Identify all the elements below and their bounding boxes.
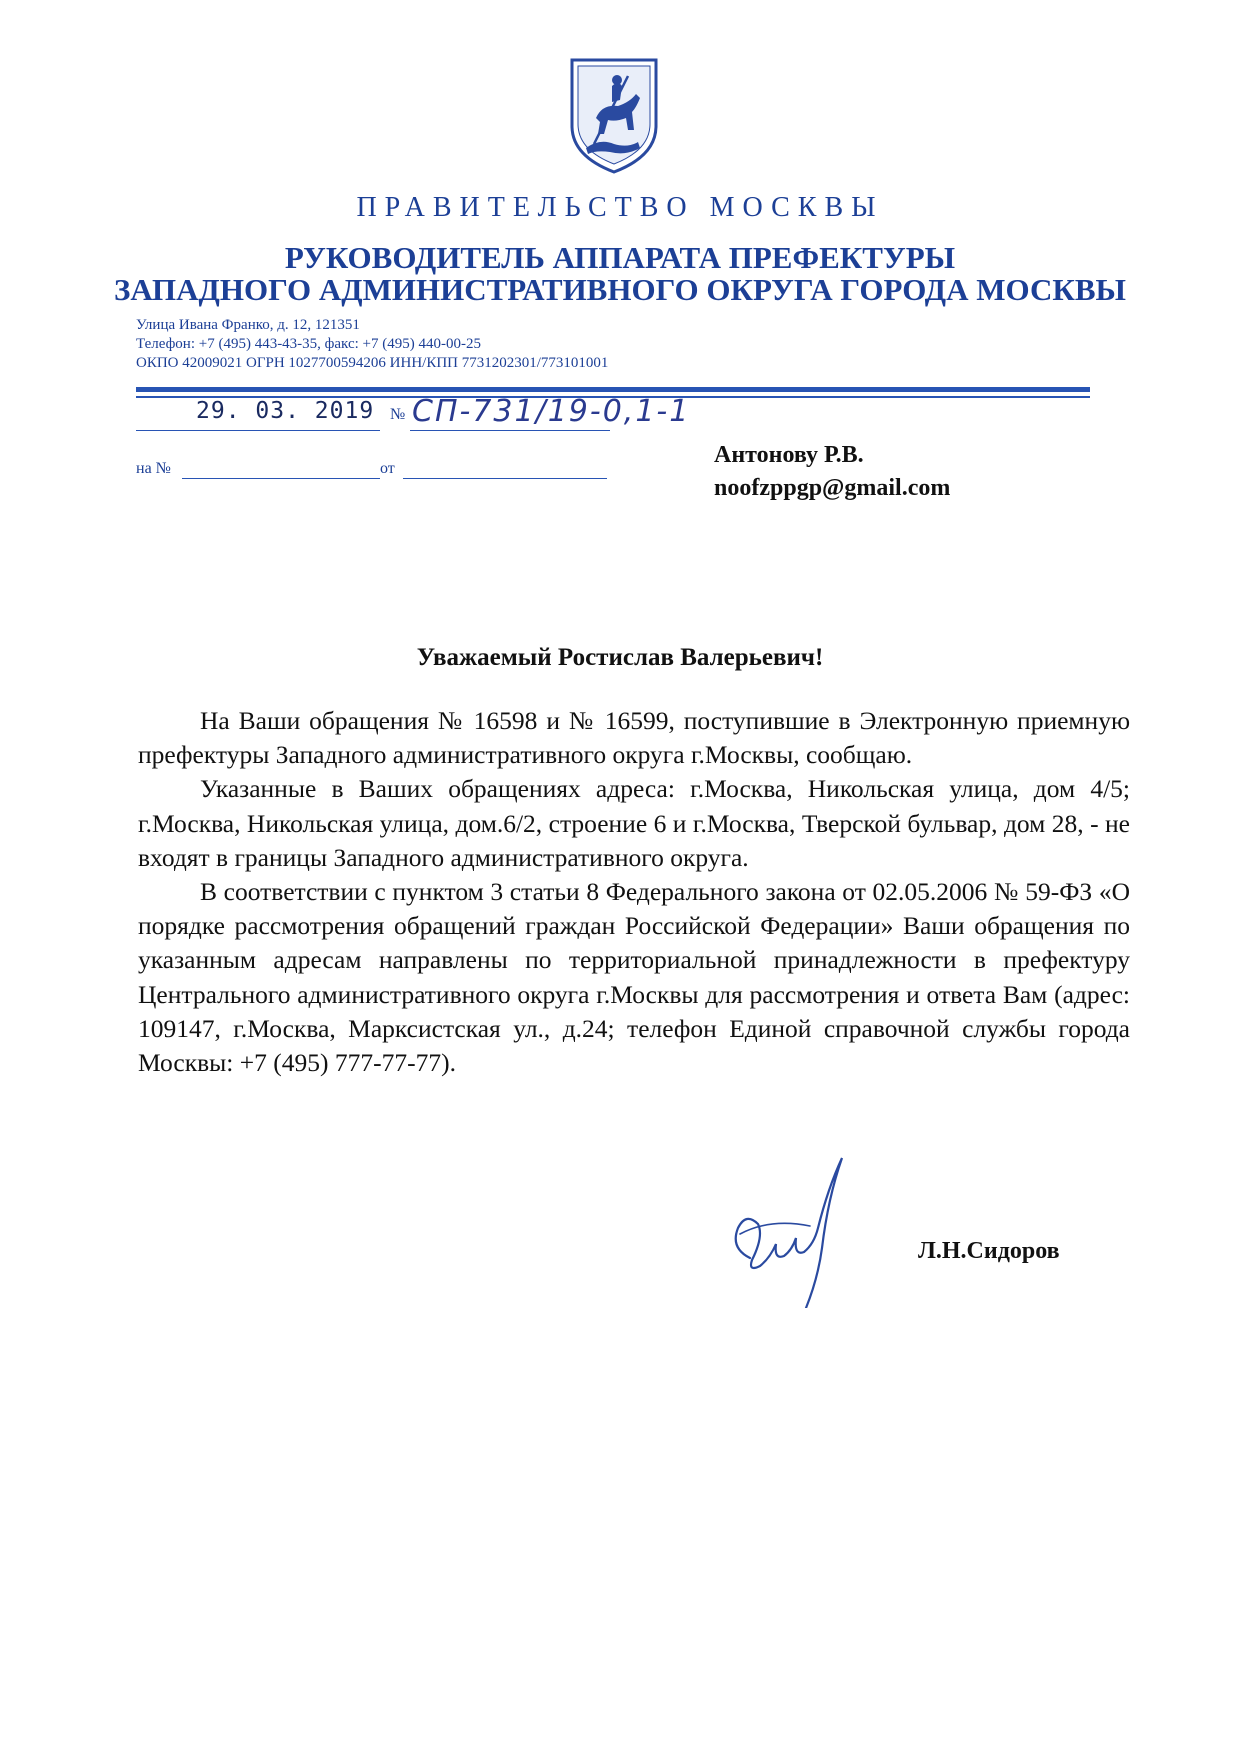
- registration-number-label: №: [390, 406, 406, 423]
- letter-paragraph: Указанные в Ваших обращениях адреса: г.Москва, Никольская улица, дом 4/5; г.Москва, Никольская улица, дом.6/2, строение 6 и г.Москва, Тверской бульвар, дом 28, - не входят в границы Западного административного округа.: [138, 774, 1130, 872]
- letter-body: [138, 704, 1130, 1080]
- signer-name: Л.Н.Сидоров: [918, 1238, 1060, 1264]
- government-title: ПРАВИТЕЛЬСТВО МОСКВЫ: [356, 192, 884, 223]
- sender-title-line-1: РУКОВОДИТЕЛЬ АППАРАТА ПРЕФЕКТУРЫ: [284, 240, 956, 275]
- registration-number-handwritten: СП-731/19-0,1-1: [412, 394, 691, 429]
- letter-paragraph: В соответствии с пунктом 3 статьи 8 Федерального закона от 02.05.2006 № 59-ФЗ «О порядке рассмотрения обращений граждан Российской Федерации» Ваши обращения по указанным адресам направлены по территориальной принадлежности в префектуру Центрального административного округа г.Москвы для рассмотрения и ответа Вам (адрес: 109147, г.Москва, Марксистская ул., д.24; телефон Единой справочной службы города Москвы: +7 (495) 777-77-77).: [138, 877, 1130, 1078]
- reference-date-label: от: [380, 460, 395, 477]
- contact-phone: Телефон: +7 (495) 443-43-35, факс: +7 (495) 440-00-25: [136, 336, 481, 352]
- sender-title-line-2: ЗАПАДНОГО АДМИНИСТРАТИВНОГО ОКРУГА ГОРОДА МОСКВЫ: [114, 272, 1126, 307]
- recipient-email: noofzppgp@gmail.com: [714, 475, 951, 501]
- number-underline: [410, 430, 610, 431]
- reference-number-underline: [182, 478, 380, 479]
- moscow-coat-of-arms-icon: [566, 56, 662, 174]
- contact-address: Улица Ивана Франко, д. 12, 121351: [136, 317, 360, 333]
- recipient-name: Антонову Р.В.: [714, 442, 864, 468]
- letter-paragraph: На Ваши обращения № 16598 и № 16599, поступившие в Электронную приемную префектуры Западного административного округа г.Москвы, сообщаю.: [138, 706, 1130, 770]
- salutation: Уважаемый Ростислав Валерьевич!: [416, 644, 824, 671]
- reference-number-label: на №: [136, 460, 171, 477]
- handwritten-signature: [710, 1148, 870, 1308]
- registration-date-stamp: 29. 03. 2019: [196, 398, 375, 424]
- reference-date-underline: [403, 478, 607, 479]
- header-divider-thick: [136, 387, 1090, 392]
- contact-registry-codes: ОКПО 42009021 ОГРН 1027700594206 ИНН/КПП 7731202301/773101001: [136, 355, 609, 371]
- date-underline: [136, 430, 380, 431]
